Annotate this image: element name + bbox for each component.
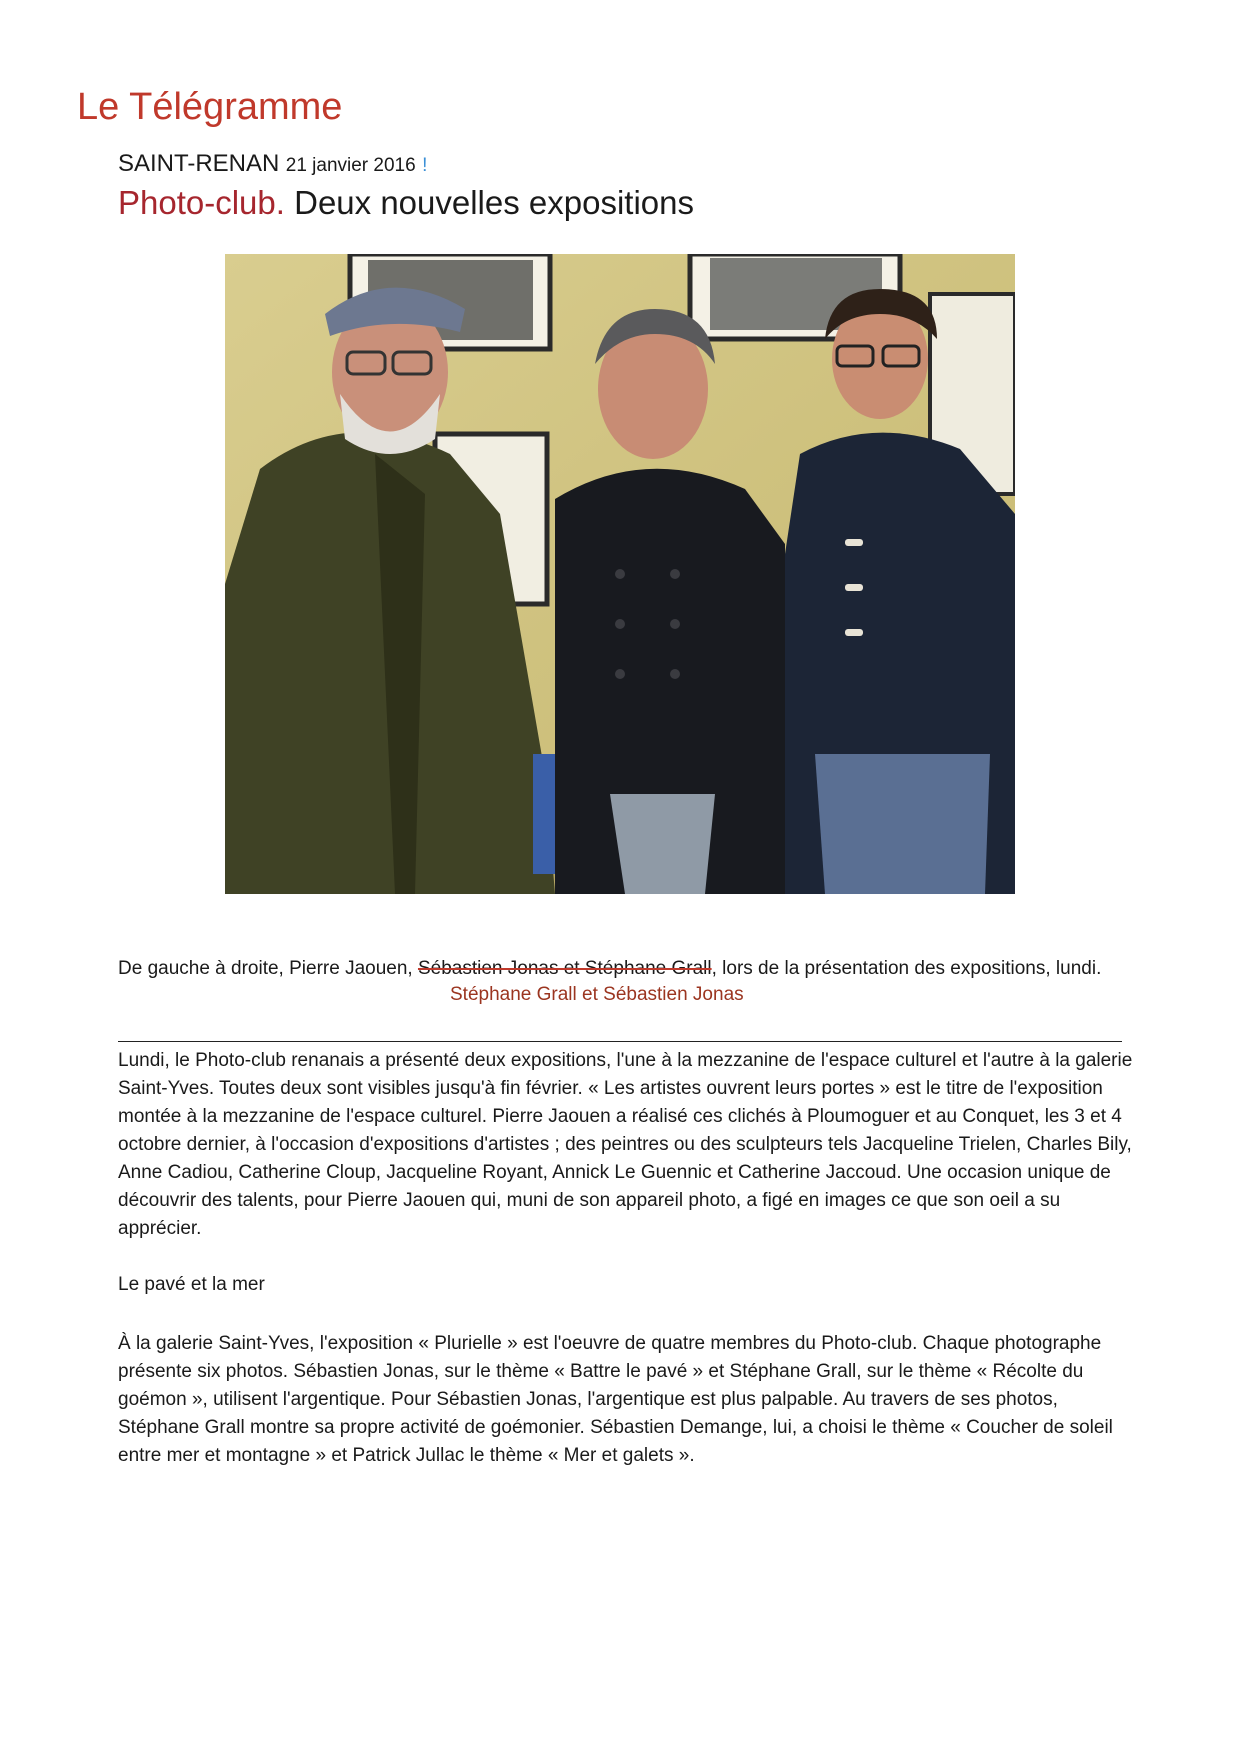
dateline-location: SAINT-RENAN [118, 150, 280, 177]
caption-struck-names: Sébastien Jonas et Stéphane Grall [417, 958, 712, 979]
subheading: Le pavé et la mer [118, 1274, 265, 1295]
caption-after: , lors de la présentation des expositions, lundi. [711, 958, 1102, 979]
headline-title: Deux nouvelles expositions [294, 184, 695, 221]
dateline-date: 21 janvier 2016 [285, 155, 416, 176]
headline-kicker: Photo-club. [118, 184, 285, 221]
publication-name: Le Télégramme [77, 86, 343, 128]
caption-before: De gauche à droite, Pierre Jaouen, [118, 958, 418, 979]
headline [118, 184, 694, 222]
caption-correction: Stéphane Grall et Sébastien Jonas [450, 984, 744, 1005]
body-paragraph-1: Lundi, le Photo-club renanais a présenté deux expositions, l'une à la mezzanine de l'espace culturel et l'autre à la galerie Saint-Yves. Toutes deux sont visibles jusqu'à fin février. « Les artistes ouvrent leurs portes » est le titre de l'exposition montée à la mezzanine de l'espace culturel. Pierre Jaouen a réalisé ces clichés à Ploumoguer et au Conquet, les 3 et 4 octobre dernier, à l'occasion d'expositions d'artistes ; des peintres ou des sculpteurs tels Jacqueline Trielen, Charles Bily, Anne Cadiou, Catherine Cloup, Jacqueline Royant, Annick Le Guennic et Catherine Jaccoud. Une occasion unique de découvrir des talents, pour Pierre Jaouen qui, muni de son appareil photo, a figé en images ce que son oeil a su apprécier. [118, 1050, 1133, 1239]
body-paragraph-2: À la galerie Saint-Yves, l'exposition « Plurielle » est l'oeuvre de quatre membres du Photo-club. Chaque photographe présente six photos. Sébastien Jonas, sur le thème « Battre le pavé » et Stéphane Grall, sur le thème « Récolte du goémon », utilisent l'argentique. Pour Sébastien Jonas, l'argentique est plus palpable. Au travers de ses photos, Stéphane Grall montre sa propre activité de goémonier. Sébastien Demange, lui, a choisi le thème « Coucher de soleil entre mer et montagne » et Patrick Jullac le thème « Mer et galets ». [118, 1333, 1113, 1466]
dateline [118, 150, 427, 178]
article-photo [225, 254, 1015, 894]
dateline-mark: ! [422, 155, 428, 176]
photo-caption [118, 955, 1128, 983]
divider [118, 1041, 1122, 1042]
